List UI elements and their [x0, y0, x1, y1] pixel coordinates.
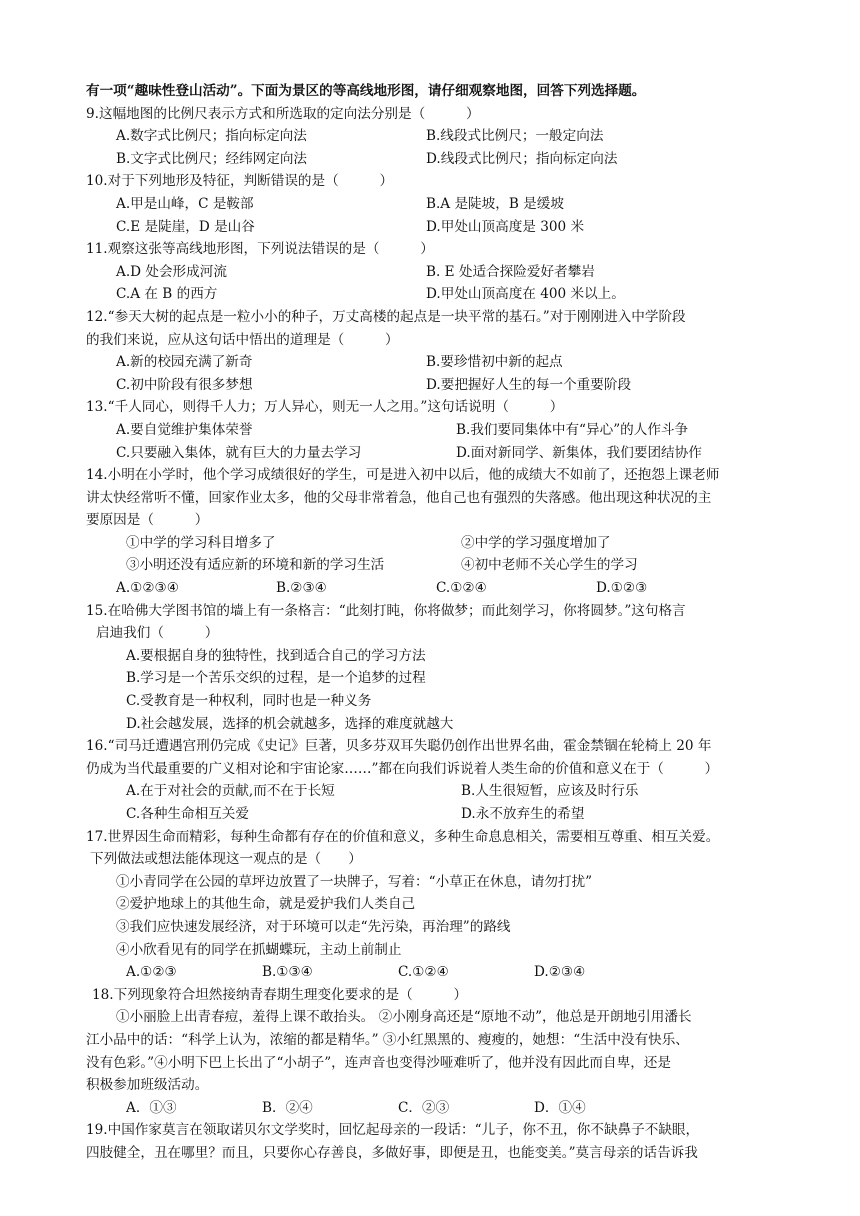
q17-option-d[interactable]: D.②③④ [534, 964, 586, 981]
q18-stem: 18.下列现象符合坦然接纳青春期生理变化要求的是（ ） [92, 986, 468, 1003]
q14-option-d[interactable]: D.①②③ [596, 580, 648, 597]
q18-option-d[interactable]: D．①④ [534, 1099, 586, 1116]
q9-stem: 9.这幅地图的比例尺表示方式和所选取的定向法分别是（ ） [86, 105, 480, 122]
section-intro: 有一项“趣味性登山活动”。下面为景区的等高线地形图，请仔细观察地图，回答下列选择题。 [86, 83, 646, 99]
q11-option-c[interactable]: C.A 在 B 的西方 [116, 286, 218, 303]
q17-item-1: ①小青同学在公园的草坪边放置了一块牌子，写着：“小草正在休息，请勿打扰” [116, 873, 593, 890]
q9-option-c[interactable]: B.文字式比例尺；经纬网定向法 [116, 150, 308, 167]
q17-stem-line-2: 下列做法或想法能体现这一观点的是（ ） [90, 851, 362, 868]
q13-option-c[interactable]: C.只要融入集体，就有巨大的力量去学习 [116, 444, 362, 461]
q16-option-b[interactable]: B.人生很短暂，应该及时行乐 [461, 783, 639, 800]
q12-options [86, 351, 796, 374]
q14-option-c[interactable]: C.①②④ [436, 580, 487, 597]
q10-option-c[interactable]: C.E 是陡崖，D 是山谷 [116, 218, 255, 235]
q9-option-a[interactable]: A.数字式比例尺；指向标定向法 [116, 128, 307, 145]
q19-stem-line-2: 四肢健全，丑在哪里？而且，只要你心存善良，多做好事，即便是丑，也能变美。”莫言母亲的话告诉我 [86, 1144, 698, 1161]
q14-item-1: ①中学的学习科目增多了 [126, 534, 276, 551]
q11-stem: 11.观察这张等高线地形图，下列说法错误的是（ ） [86, 241, 434, 258]
q11-option-d[interactable]: D.甲处山顶高度在 400 米以上。 [426, 286, 625, 303]
q11-options-row2 [86, 283, 796, 306]
q14-stem-line-2: 讲太快经常听不懂，回家作业太多，他的父母非常着急，他自己也有强烈的失落感。他出现这种状况的主 [86, 489, 712, 506]
q16-option-c[interactable]: C.各种生命相互关爱 [126, 806, 249, 822]
q17-item-4: ④小欣看见有的同学在抓蝴蝶玩，主动上前制止 [116, 941, 402, 958]
q15-option-c[interactable]: C.受教育是一种权利，同时也是一种义务 [126, 693, 372, 710]
q10-option-b[interactable]: B.A 是陡坡，B 是缓坡 [426, 195, 564, 212]
q18-option-b[interactable]: B．②④ [262, 1099, 313, 1116]
q14-item-4: ④初中老师不关心学生的学习 [461, 557, 638, 574]
q17-options [86, 961, 796, 984]
q18-option-a[interactable]: A．①③ [126, 1099, 177, 1116]
q10-options [86, 193, 796, 216]
q18-body-line-1: ①小丽脸上出青春痘，羞得上课不敢抬头。 ②小刚身高还是“原地不动”，他总是开朗地引用潘长 [116, 1009, 692, 1026]
q15-option-d[interactable]: D.社会越发展，选择的机会就越多，选择的难度就越大 [126, 715, 454, 732]
q9-option-d[interactable]: D.线段式比例尺；指向标定向法 [426, 150, 618, 167]
q18-options [86, 1097, 796, 1120]
q15-option-b[interactable]: B.学习是一个苦乐交织的过程，是一个追梦的过程 [126, 670, 426, 687]
q15-option-a[interactable]: A.要根据自身的独特性，找到适合自己的学习方法 [126, 647, 426, 664]
q13-options [86, 419, 796, 442]
q17-item-2: ②爱护地球上的其他生命，就是爱护我们人类自己 [116, 896, 416, 913]
q12-option-d[interactable]: D.要把握好人生的每一个重要阶段 [426, 376, 632, 393]
q10-option-d[interactable]: D.甲处山顶高度是 300 米 [426, 218, 585, 235]
q15-stem-line-2: 启迪我们（ ） [96, 625, 219, 642]
q18-body-line-3: 没有色彩。”④小明下巴上长出了“小胡子”，连声音也变得沙哑难听了，他并没有因此而自卑，还是 [86, 1054, 671, 1071]
q10-option-a[interactable]: A.甲是山峰，C 是鞍部 [116, 195, 254, 212]
q16-options-row2 [86, 803, 796, 826]
q14-stem-line-3: 要原因是（ ） [86, 512, 209, 529]
q10-stem: 10.对于下列地形及特征，判断错误的是（ ） [86, 173, 394, 190]
q9-options [86, 125, 796, 148]
q16-stem-line-2: 仍成为当代最重要的广义相对论和宇宙论家……”都在向我们诉说着人类生命的价值和意义在于（ ） [86, 760, 719, 777]
q16-option-a[interactable]: A.在于对社会的贡献,而不在于长短 [126, 783, 335, 800]
q16-options [86, 780, 796, 803]
q14-stem-line-1: 14.小明在小学时，他个学习成绩很好的学生，可是进入初中以后，他的成绩大不如前了，还抱怨上课老师 [86, 467, 720, 484]
q11-option-a[interactable]: A.D 处会形成河流 [116, 263, 227, 280]
q17-item-3: ③我们应快速发展经济，对于环境可以走“先污染，再治理”的路线 [116, 918, 511, 935]
q10-options-row2 [86, 216, 796, 239]
q14-option-a[interactable]: A.①②③④ [116, 580, 179, 597]
q14-items [86, 532, 796, 555]
q17-option-c[interactable]: C.①②④ [398, 964, 449, 981]
q12-option-b[interactable]: B.要珍惜初中新的起点 [426, 354, 563, 371]
q14-options [86, 577, 796, 600]
q13-options-row2 [86, 442, 796, 465]
q14-item-3: ③小明还没有适应新的环境和新的学习生活 [126, 557, 385, 574]
q12-stem-line-2: 的我们来说，应从这句话中悟出的道理是（ ） [86, 331, 399, 348]
q13-option-a[interactable]: A.要自觉维护集体荣誉 [116, 421, 253, 438]
q11-option-b[interactable]: B. E 处适合探险爱好者攀岩 [426, 263, 595, 280]
q9-options-row2 [86, 148, 796, 171]
q14-items-row2 [86, 554, 796, 577]
q12-option-c[interactable]: C.初中阶段有很多梦想 [116, 376, 253, 393]
q17-option-b[interactable]: B.①③④ [262, 964, 313, 981]
q13-option-b[interactable]: B.我们要同集体中有“异心”的人作斗争 [456, 421, 689, 438]
q13-stem: 13.“千人同心，则得千人力；万人异心，则无一人之用。”这句话说明（ ） [86, 399, 564, 416]
q11-options [86, 261, 796, 284]
q14-item-2: ②中学的学习强度增加了 [461, 534, 611, 551]
q15-stem-line-1: 15.在哈佛大学图书馆的墙上有一条格言：“此刻打盹，你将做梦；而此刻学习，你将圆梦。”这句格言 [86, 602, 686, 619]
q16-option-d[interactable]: D.永不放弃生的希望 [461, 806, 585, 822]
q18-body-line-2: 江小品中的话：“科学上认为，浓缩的都是精华。” ③小红黑黑的、瘦瘦的，她想：“生活中没有快乐、 [86, 1031, 689, 1048]
q12-stem-line-1: 12.“参天大树的起点是一粒小小的种子，万丈高楼的起点是一块平常的基石。”对于刚刚进入中学阶段 [86, 308, 686, 325]
q14-option-b[interactable]: B.②③④ [276, 580, 327, 597]
q18-body-line-4: 积极参加班级活动。 [86, 1077, 209, 1094]
q18-option-c[interactable]: C．②③ [398, 1099, 450, 1116]
q9-option-b[interactable]: B.线段式比例尺；一般定向法 [426, 128, 604, 145]
q13-option-d[interactable]: D.面对新同学、新集体，我们要团结协作 [456, 444, 702, 461]
q16-stem-line-1: 16.“司马迁遭遇宫刑仍完成《史记》巨著，贝多芬双耳失聪仍创作出世界名曲，霍金禁锢在轮椅上 20 年 [86, 738, 712, 755]
q19-stem-line-1: 19.中国作家莫言在领取诺贝尔文学奖时，回忆起母亲的一段话：“儿子，你不丑，你不缺鼻子不缺眼， [86, 1122, 700, 1139]
q17-option-a[interactable]: A.①②③ [126, 964, 177, 981]
q12-options-row2 [86, 374, 796, 397]
q17-stem-line-1: 17.世界因生命而精彩，每种生命都有存在的价值和意义，多种生命息息相关，需要相互尊重、相互关爱。 [86, 828, 720, 845]
q12-option-a[interactable]: A.新的校园充满了新奇 [116, 354, 253, 371]
